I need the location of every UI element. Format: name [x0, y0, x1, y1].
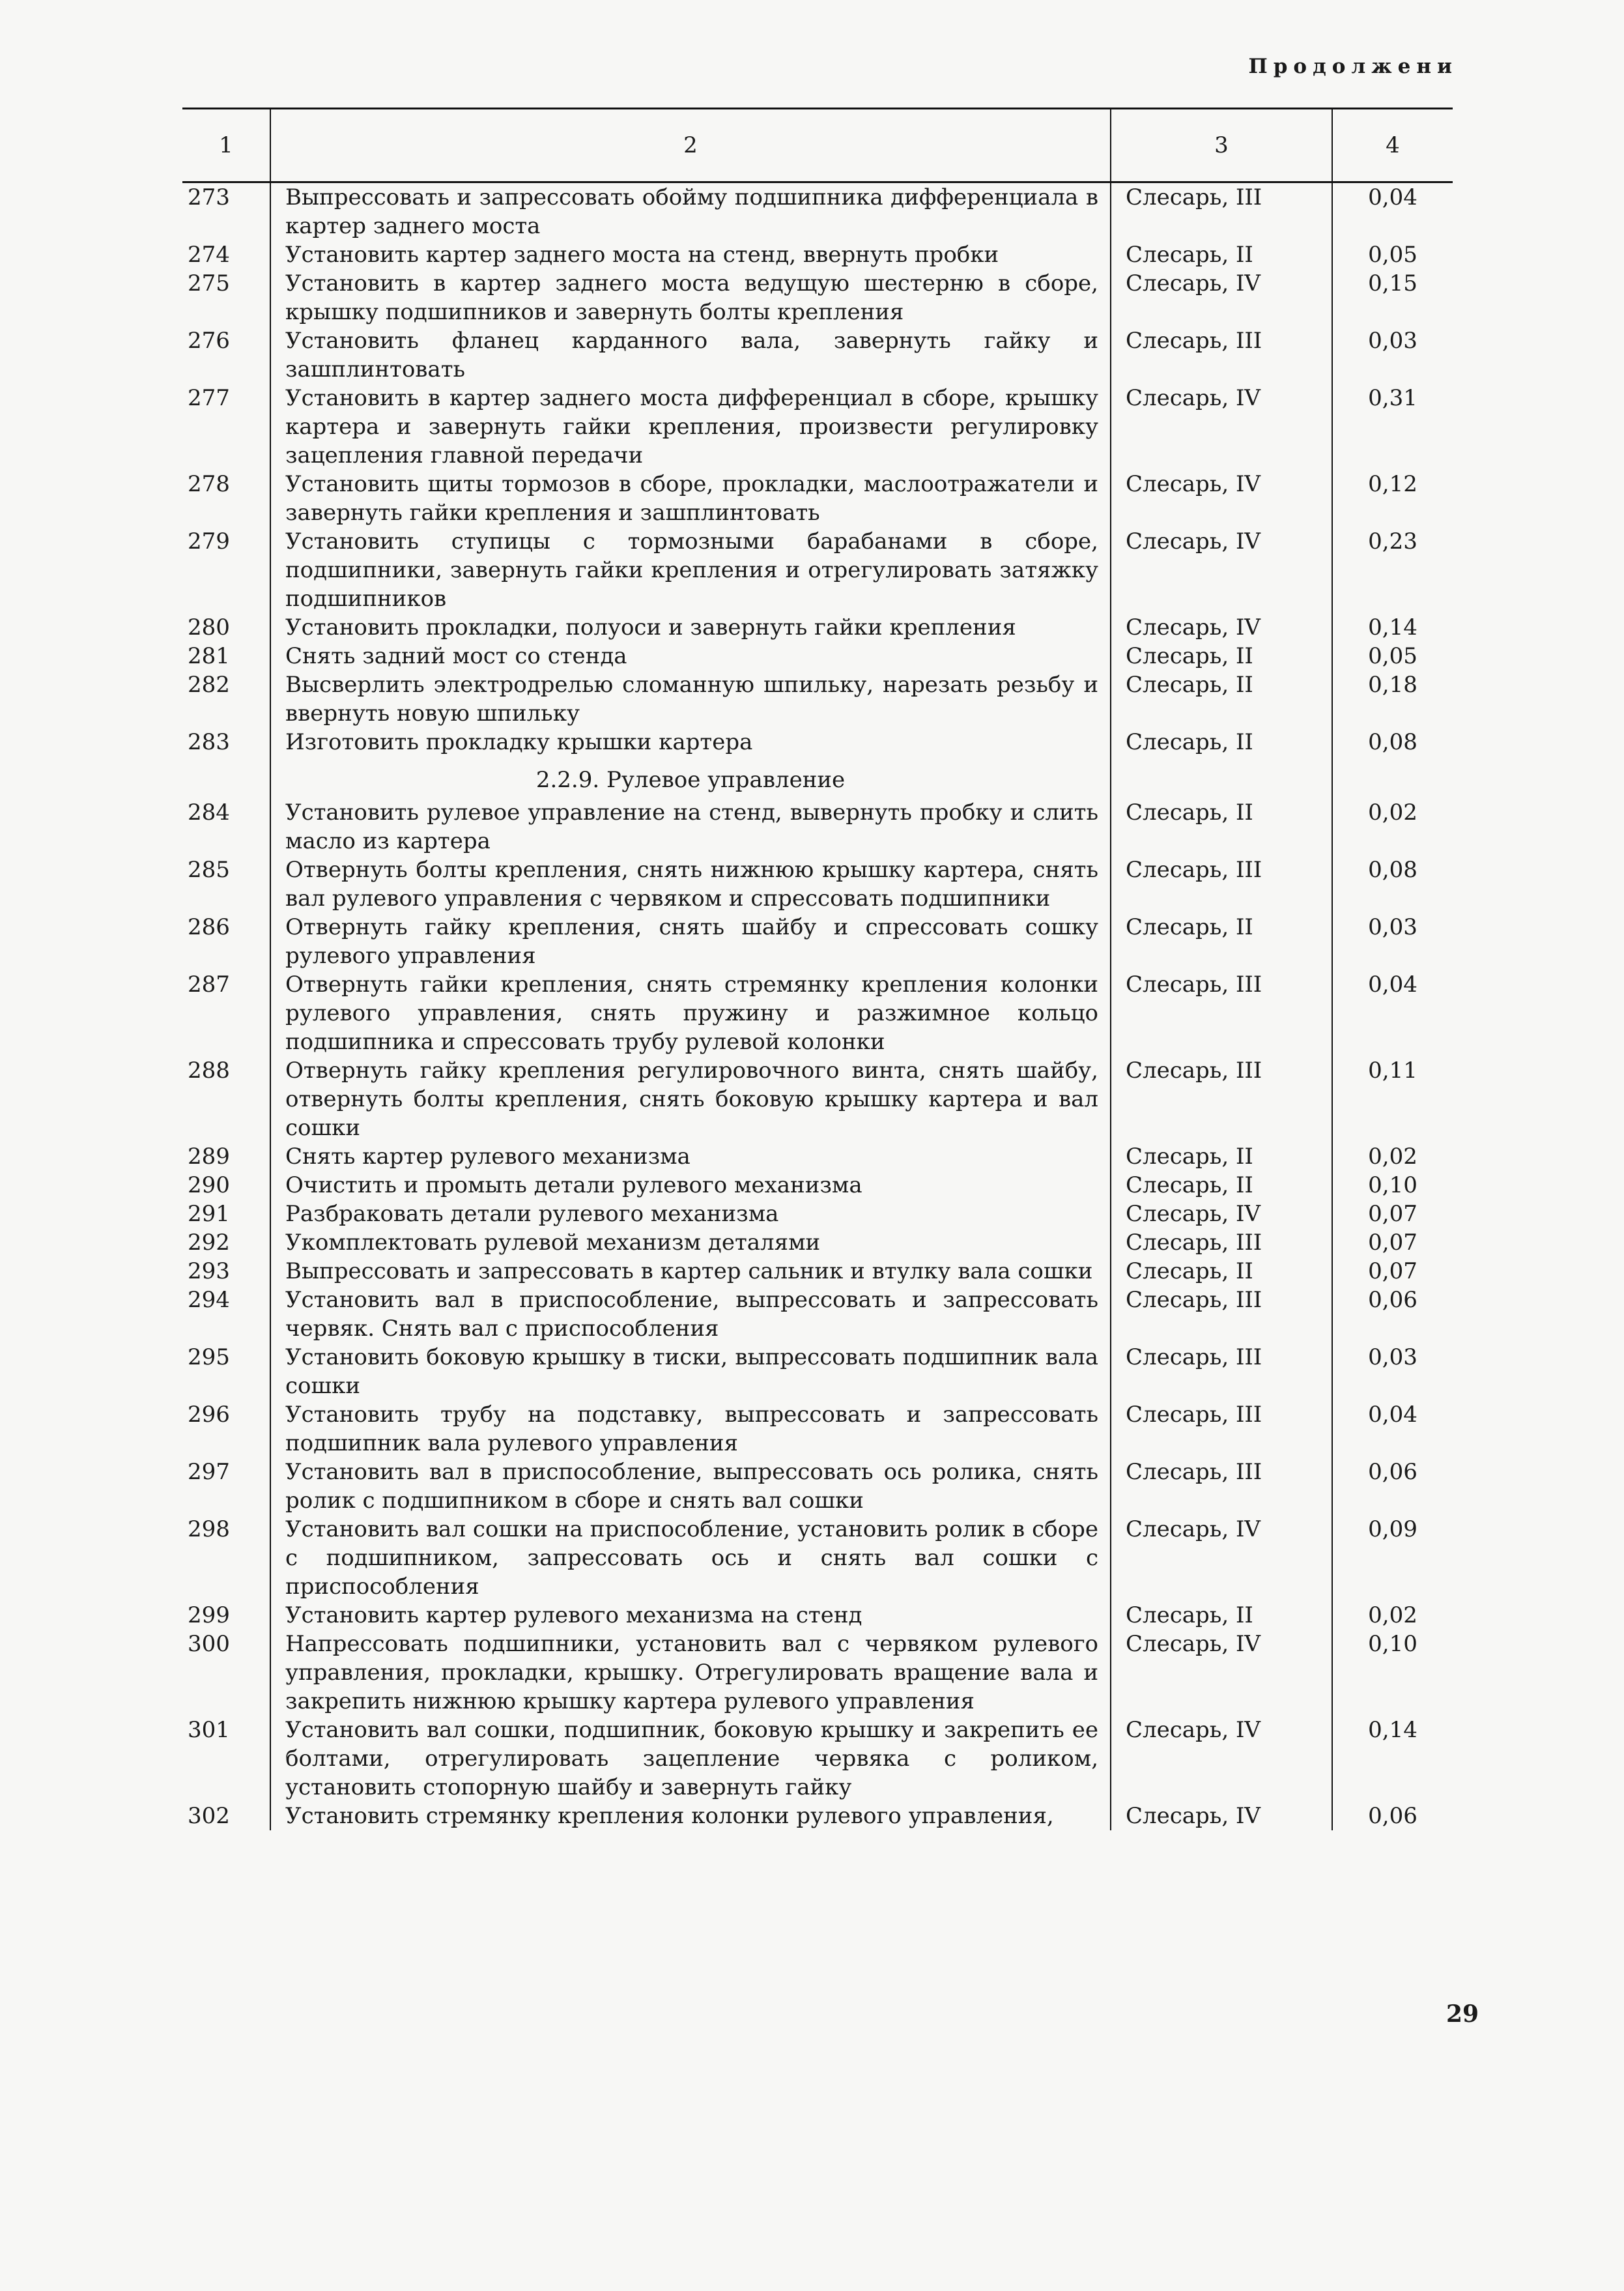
row-description: Напрессовать подшипники, установить вал с червяком рулевого управления, прокладки, крышку. Отрегулировать вращение вала и закрепить нижнюю крышку картера рулевого управления — [270, 1630, 1111, 1716]
row-grade: Слесарь, II — [1111, 913, 1332, 970]
row-description: Отвернуть гайки крепления, снять стремянку крепления колонки рулевого управления, снять пружину и разжимное кольцо подшипника и спрессовать трубу рулевой колонки — [270, 970, 1111, 1056]
row-value: 0,04 — [1332, 182, 1453, 241]
row-description: Установить боковую крышку в тиски, выпрессовать подшипник вала сошки — [270, 1343, 1111, 1400]
row-number: 297 — [188, 1459, 230, 1485]
column-header-1: 1 — [182, 109, 270, 182]
row-description: Установить рулевое управление на стенд, вывернуть пробку и слить масло из картера — [270, 798, 1111, 856]
row-description: Укомплектовать рулевой механизм деталями — [270, 1228, 1111, 1257]
row-description: Отвернуть гайку крепления регулировочного винта, снять шайбу, отвернуть болты крепления, снять боковую крышку картера и вал сошки — [270, 1056, 1111, 1142]
operations-table — [182, 108, 1453, 1830]
row-number: 279 — [188, 528, 230, 555]
row-number: 300 — [188, 1631, 230, 1657]
table-row — [182, 1716, 1453, 1802]
row-value: 0,06 — [1332, 1286, 1453, 1343]
table-row — [182, 728, 1453, 756]
row-grade: Слесарь, III — [1111, 1056, 1332, 1142]
row-number: 299 — [188, 1602, 230, 1628]
row-number: 289 — [188, 1144, 230, 1170]
table-row — [182, 1286, 1453, 1343]
row-number: 292 — [188, 1230, 230, 1256]
table-row — [182, 1400, 1453, 1458]
row-grade: Слесарь, IV — [1111, 1716, 1332, 1802]
row-description: Очистить и промыть детали рулевого механизма — [270, 1171, 1111, 1200]
row-value: 0,02 — [1332, 1601, 1453, 1630]
row-grade: Слесарь, III — [1111, 856, 1332, 913]
row-number: 288 — [188, 1058, 230, 1084]
row-value: 0,04 — [1332, 970, 1453, 1056]
row-value: 0,02 — [1332, 798, 1453, 856]
table-row — [182, 240, 1453, 269]
row-value: 0,07 — [1332, 1228, 1453, 1257]
row-grade: Слесарь, IV — [1111, 527, 1332, 613]
row-description: Установить трубу на подставку, выпрессовать и запрессовать подшипник вала рулевого управления — [270, 1400, 1111, 1458]
table-body-part-a — [182, 182, 1453, 757]
section-heading-body — [182, 756, 1453, 798]
row-value: 0,08 — [1332, 728, 1453, 756]
row-number: 295 — [188, 1344, 230, 1370]
row-value: 0,14 — [1332, 613, 1453, 642]
table-row — [182, 1515, 1453, 1601]
table-row — [182, 384, 1453, 470]
table-row — [182, 913, 1453, 970]
row-value: 0,10 — [1332, 1630, 1453, 1716]
row-description: Установить стремянку крепления колонки рулевого управления, — [270, 1802, 1111, 1830]
table-row — [182, 1630, 1453, 1716]
row-number: 287 — [188, 972, 230, 998]
section-title: 2.2.9. Рулевое управление — [270, 756, 1111, 798]
row-value: 0,02 — [1332, 1142, 1453, 1171]
table-row — [182, 1228, 1453, 1257]
row-number: 285 — [188, 857, 230, 883]
row-description: Снять задний мост со стенда — [270, 642, 1111, 670]
row-grade: Слесарь, IV — [1111, 1630, 1332, 1716]
row-description: Установить в картер заднего моста ведущую шестерню в сборе, крышку подшипников и завернуть болты крепления — [270, 269, 1111, 326]
table-row — [182, 527, 1453, 613]
row-value: 0,31 — [1332, 384, 1453, 470]
table-row — [182, 470, 1453, 527]
table-row — [182, 970, 1453, 1056]
row-value: 0,05 — [1332, 642, 1453, 670]
row-description: Установить фланец карданного вала, завернуть гайку и зашплинтовать — [270, 326, 1111, 384]
row-grade: Слесарь, II — [1111, 1257, 1332, 1286]
row-value: 0,03 — [1332, 1343, 1453, 1400]
row-description: Выпрессовать и запрессовать обойму подшипника дифференциала в картер заднего моста — [270, 182, 1111, 241]
table-row — [182, 1171, 1453, 1200]
row-description: Выпрессовать и запрессовать в картер сальник и втулку вала сошки — [270, 1257, 1111, 1286]
row-grade: Слесарь, IV — [1111, 1200, 1332, 1228]
table-row — [182, 269, 1453, 326]
row-value: 0,14 — [1332, 1716, 1453, 1802]
row-grade: Слесарь, II — [1111, 240, 1332, 269]
row-description: Отвернуть гайку крепления, снять шайбу и спрессовать сошку рулевого управления — [270, 913, 1111, 970]
column-header-4: 4 — [1332, 109, 1453, 182]
row-grade: Слесарь, III — [1111, 1400, 1332, 1458]
row-number: 291 — [188, 1201, 230, 1227]
table-row — [182, 1802, 1453, 1830]
row-description: Установить картер рулевого механизма на стенд — [270, 1601, 1111, 1630]
table-row — [182, 798, 1453, 856]
column-header-3: 3 — [1111, 109, 1332, 182]
row-description: Установить щиты тормозов в сборе, прокладки, маслоотражатели и завернуть гайки крепления и зашплинтовать — [270, 470, 1111, 527]
table-row — [182, 326, 1453, 384]
row-number: 280 — [188, 614, 230, 641]
table-row — [182, 1200, 1453, 1228]
row-number: 284 — [188, 800, 230, 826]
table-row — [182, 1056, 1453, 1142]
row-grade: Слесарь, IV — [1111, 613, 1332, 642]
table-row — [182, 613, 1453, 642]
row-grade: Слесарь, II — [1111, 1142, 1332, 1171]
row-number: 298 — [188, 1516, 230, 1542]
row-number: 275 — [188, 270, 230, 296]
row-number: 301 — [188, 1717, 230, 1743]
table-body-part-b — [182, 798, 1453, 1830]
section-spacer-right — [1111, 756, 1332, 798]
row-number: 294 — [188, 1287, 230, 1313]
row-number: 278 — [188, 471, 230, 497]
row-value: 0,05 — [1332, 240, 1453, 269]
row-grade: Слесарь, III — [1111, 970, 1332, 1056]
row-description: Установить в картер заднего моста дифференциал в сборе, крышку картера и завернуть гайки крепления, произвести регулировку зацепления главной передачи — [270, 384, 1111, 470]
row-value: 0,15 — [1332, 269, 1453, 326]
row-grade: Слесарь, II — [1111, 798, 1332, 856]
section-heading-row — [182, 756, 1453, 798]
row-value: 0,10 — [1332, 1171, 1453, 1200]
row-value: 0,06 — [1332, 1458, 1453, 1515]
row-value: 0,18 — [1332, 670, 1453, 728]
row-number: 302 — [188, 1803, 230, 1829]
section-spacer-left — [182, 756, 270, 798]
table-row — [182, 1601, 1453, 1630]
row-description: Установить вал в приспособление, выпрессовать и запрессовать червяк. Снять вал с приспособления — [270, 1286, 1111, 1343]
row-number: 286 — [188, 914, 230, 940]
page-number: 29 — [1446, 2000, 1479, 2028]
continued-label: Продолжени — [1248, 55, 1458, 78]
section-spacer-val — [1332, 756, 1453, 798]
row-grade: Слесарь, III — [1111, 1228, 1332, 1257]
table-row — [182, 670, 1453, 728]
row-description: Установить картер заднего моста на стенд, ввернуть пробки — [270, 240, 1111, 269]
table-row — [182, 642, 1453, 670]
row-description: Отвернуть болты крепления, снять нижнюю крышку картера, снять вал рулевого управления с червяком и спрессовать подшипники — [270, 856, 1111, 913]
row-grade: Слесарь, IV — [1111, 269, 1332, 326]
row-grade: Слесарь, III — [1111, 326, 1332, 384]
row-grade: Слесарь, II — [1111, 670, 1332, 728]
row-description: Установить прокладки, полуоси и завернуть гайки крепления — [270, 613, 1111, 642]
row-value: 0,08 — [1332, 856, 1453, 913]
row-value: 0,23 — [1332, 527, 1453, 613]
row-number: 274 — [188, 242, 230, 268]
row-value: 0,03 — [1332, 913, 1453, 970]
row-value: 0,06 — [1332, 1802, 1453, 1830]
row-grade: Слесарь, IV — [1111, 470, 1332, 527]
row-value: 0,07 — [1332, 1200, 1453, 1228]
row-value: 0,04 — [1332, 1400, 1453, 1458]
row-grade: Слесарь, II — [1111, 642, 1332, 670]
row-value: 0,07 — [1332, 1257, 1453, 1286]
column-header-2: 2 — [270, 109, 1111, 182]
row-description: Высверлить электродрелью сломанную шпильку, нарезать резьбу и ввернуть новую шпильку — [270, 670, 1111, 728]
table-row — [182, 1257, 1453, 1286]
table-row — [182, 856, 1453, 913]
row-number: 273 — [188, 184, 230, 210]
row-grade: Слесарь, IV — [1111, 1515, 1332, 1601]
row-description: Снять картер рулевого механизма — [270, 1142, 1111, 1171]
table-row — [182, 1343, 1453, 1400]
row-grade: Слесарь, IV — [1111, 384, 1332, 470]
row-description: Изготовить прокладку крышки картера — [270, 728, 1111, 756]
table-row — [182, 1458, 1453, 1515]
row-number: 296 — [188, 1402, 230, 1428]
row-grade: Слесарь, II — [1111, 1601, 1332, 1630]
row-number: 283 — [188, 729, 230, 755]
table-row — [182, 182, 1453, 241]
row-grade: Слесарь, III — [1111, 182, 1332, 241]
row-number: 276 — [188, 328, 230, 354]
row-value: 0,09 — [1332, 1515, 1453, 1601]
table-row — [182, 1142, 1453, 1171]
row-grade: Слесарь, III — [1111, 1458, 1332, 1515]
row-grade: Слесарь, III — [1111, 1343, 1332, 1400]
row-description: Установить вал в приспособление, выпрессовать ось ролика, снять ролик с подшипником в сборе и снять вал сошки — [270, 1458, 1111, 1515]
row-grade: Слесарь, IV — [1111, 1802, 1332, 1830]
row-number: 282 — [188, 672, 230, 698]
row-description: Установить ступицы с тормозными барабанами в сборе, подшипники, завернуть гайки крепления и отрегулировать затяжку подшипников — [270, 527, 1111, 613]
row-grade: Слесарь, II — [1111, 1171, 1332, 1200]
row-description: Установить вал сошки, подшипник, боковую крышку и закрепить ее болтами, отрегулировать зацепление червяка с роликом, установить стопорную шайбу и завернуть гайку — [270, 1716, 1111, 1802]
row-number: 290 — [188, 1172, 230, 1198]
row-description: Установить вал сошки на приспособление, установить ролик в сборе с подшипником, запрессовать ось и снять вал сошки с приспособления — [270, 1515, 1111, 1601]
row-number: 293 — [188, 1258, 230, 1284]
row-grade: Слесарь, II — [1111, 728, 1332, 756]
row-value: 0,03 — [1332, 326, 1453, 384]
row-value: 0,12 — [1332, 470, 1453, 527]
row-description: Разбраковать детали рулевого механизма — [270, 1200, 1111, 1228]
row-number: 277 — [188, 385, 230, 411]
row-value: 0,11 — [1332, 1056, 1453, 1142]
row-number: 281 — [188, 643, 230, 669]
table-header-row — [182, 109, 1453, 182]
row-grade: Слесарь, III — [1111, 1286, 1332, 1343]
